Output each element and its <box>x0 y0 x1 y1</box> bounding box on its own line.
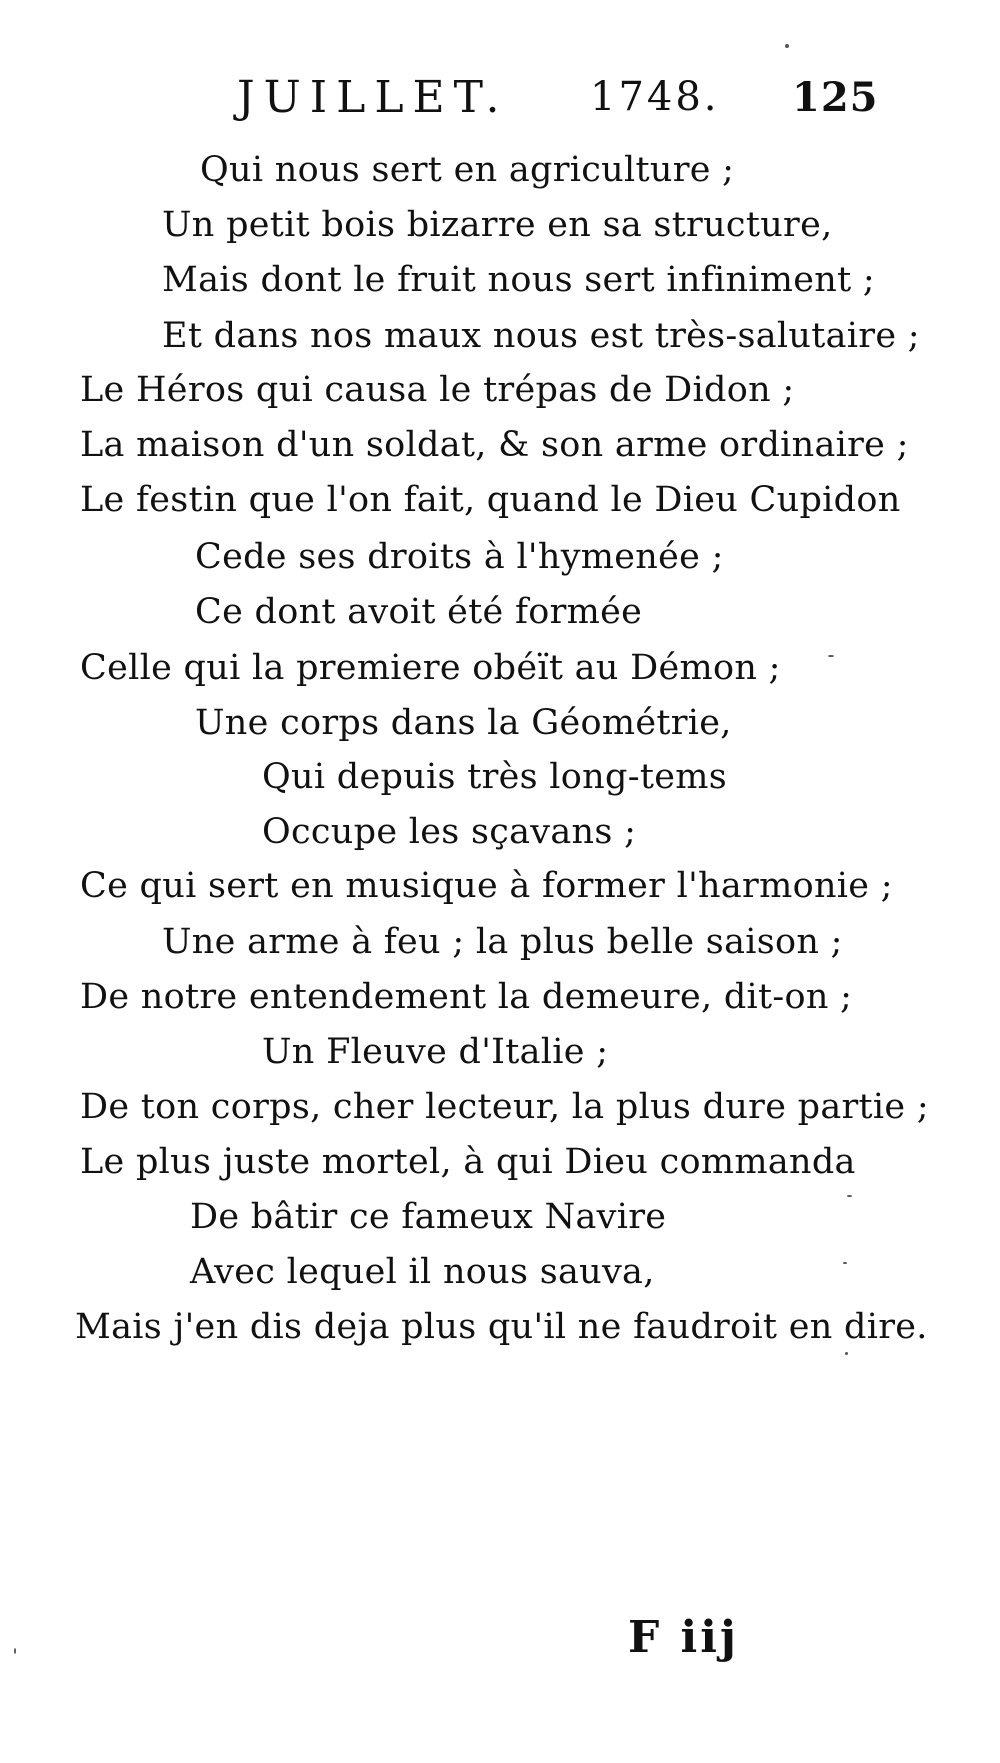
verse-line: Un petit bois bizarre en sa structure, <box>162 205 833 245</box>
verse-line: Le Héros qui causa le trépas de Didon ; <box>80 370 795 410</box>
ink-speck <box>828 655 834 657</box>
ink-speck <box>845 1352 848 1355</box>
verse-line: Celle qui la premiere obéït au Démon ; <box>80 648 781 688</box>
verse-line: Une arme à feu ; la plus belle saison ; <box>162 922 843 962</box>
verse-line: Ce qui sert en musique à former l'harmonie ; <box>80 866 893 906</box>
ink-speck <box>843 1262 847 1264</box>
verse-line: De ton corps, cher lecteur, la plus dure partie ; <box>80 1087 929 1127</box>
verse-line: Mais dont le fruit nous sert infiniment ; <box>162 260 876 300</box>
verse-line: Qui depuis très long-tems <box>262 757 727 797</box>
verse-line: Ce dont avoit été formée <box>195 592 643 632</box>
ink-speck <box>785 44 789 48</box>
verse-line: Le festin que l'on fait, quand le Dieu Cupidon <box>80 480 901 520</box>
verse-line: Occupe les sçavans ; <box>262 812 637 852</box>
verse-line: De notre entendement la demeure, dit-on ; <box>80 977 853 1017</box>
verse-line: Mais j'en dis deja plus qu'il ne faudroit en dire. <box>75 1307 928 1347</box>
ink-speck <box>14 1648 16 1654</box>
verse-line: Le plus juste mortel, à qui Dieu commanda <box>80 1142 856 1182</box>
verse-line: Qui nous sert en agriculture ; <box>200 150 735 190</box>
verse-line: Avec lequel il nous sauva, <box>190 1252 655 1292</box>
page-number: 125 <box>792 74 879 121</box>
ink-speck <box>847 1195 852 1197</box>
header-month: JUILLET. <box>237 72 509 123</box>
verse-line: La maison d'un soldat, & son arme ordinaire ; <box>80 425 909 465</box>
header-year: 1748. <box>590 74 720 120</box>
signature-mark: F iij <box>628 1612 739 1663</box>
running-header <box>0 72 1000 132</box>
verse-line: Cede ses droits à l'hymenée ; <box>195 537 724 577</box>
verse-line: Une corps dans la Géométrie, <box>195 703 732 743</box>
verse-line: Un Fleuve d'Italie ; <box>262 1032 609 1072</box>
verse-line: De bâtir ce fameux Navire <box>190 1197 667 1237</box>
verse-line: Et dans nos maux nous est très-salutaire ; <box>162 316 920 356</box>
